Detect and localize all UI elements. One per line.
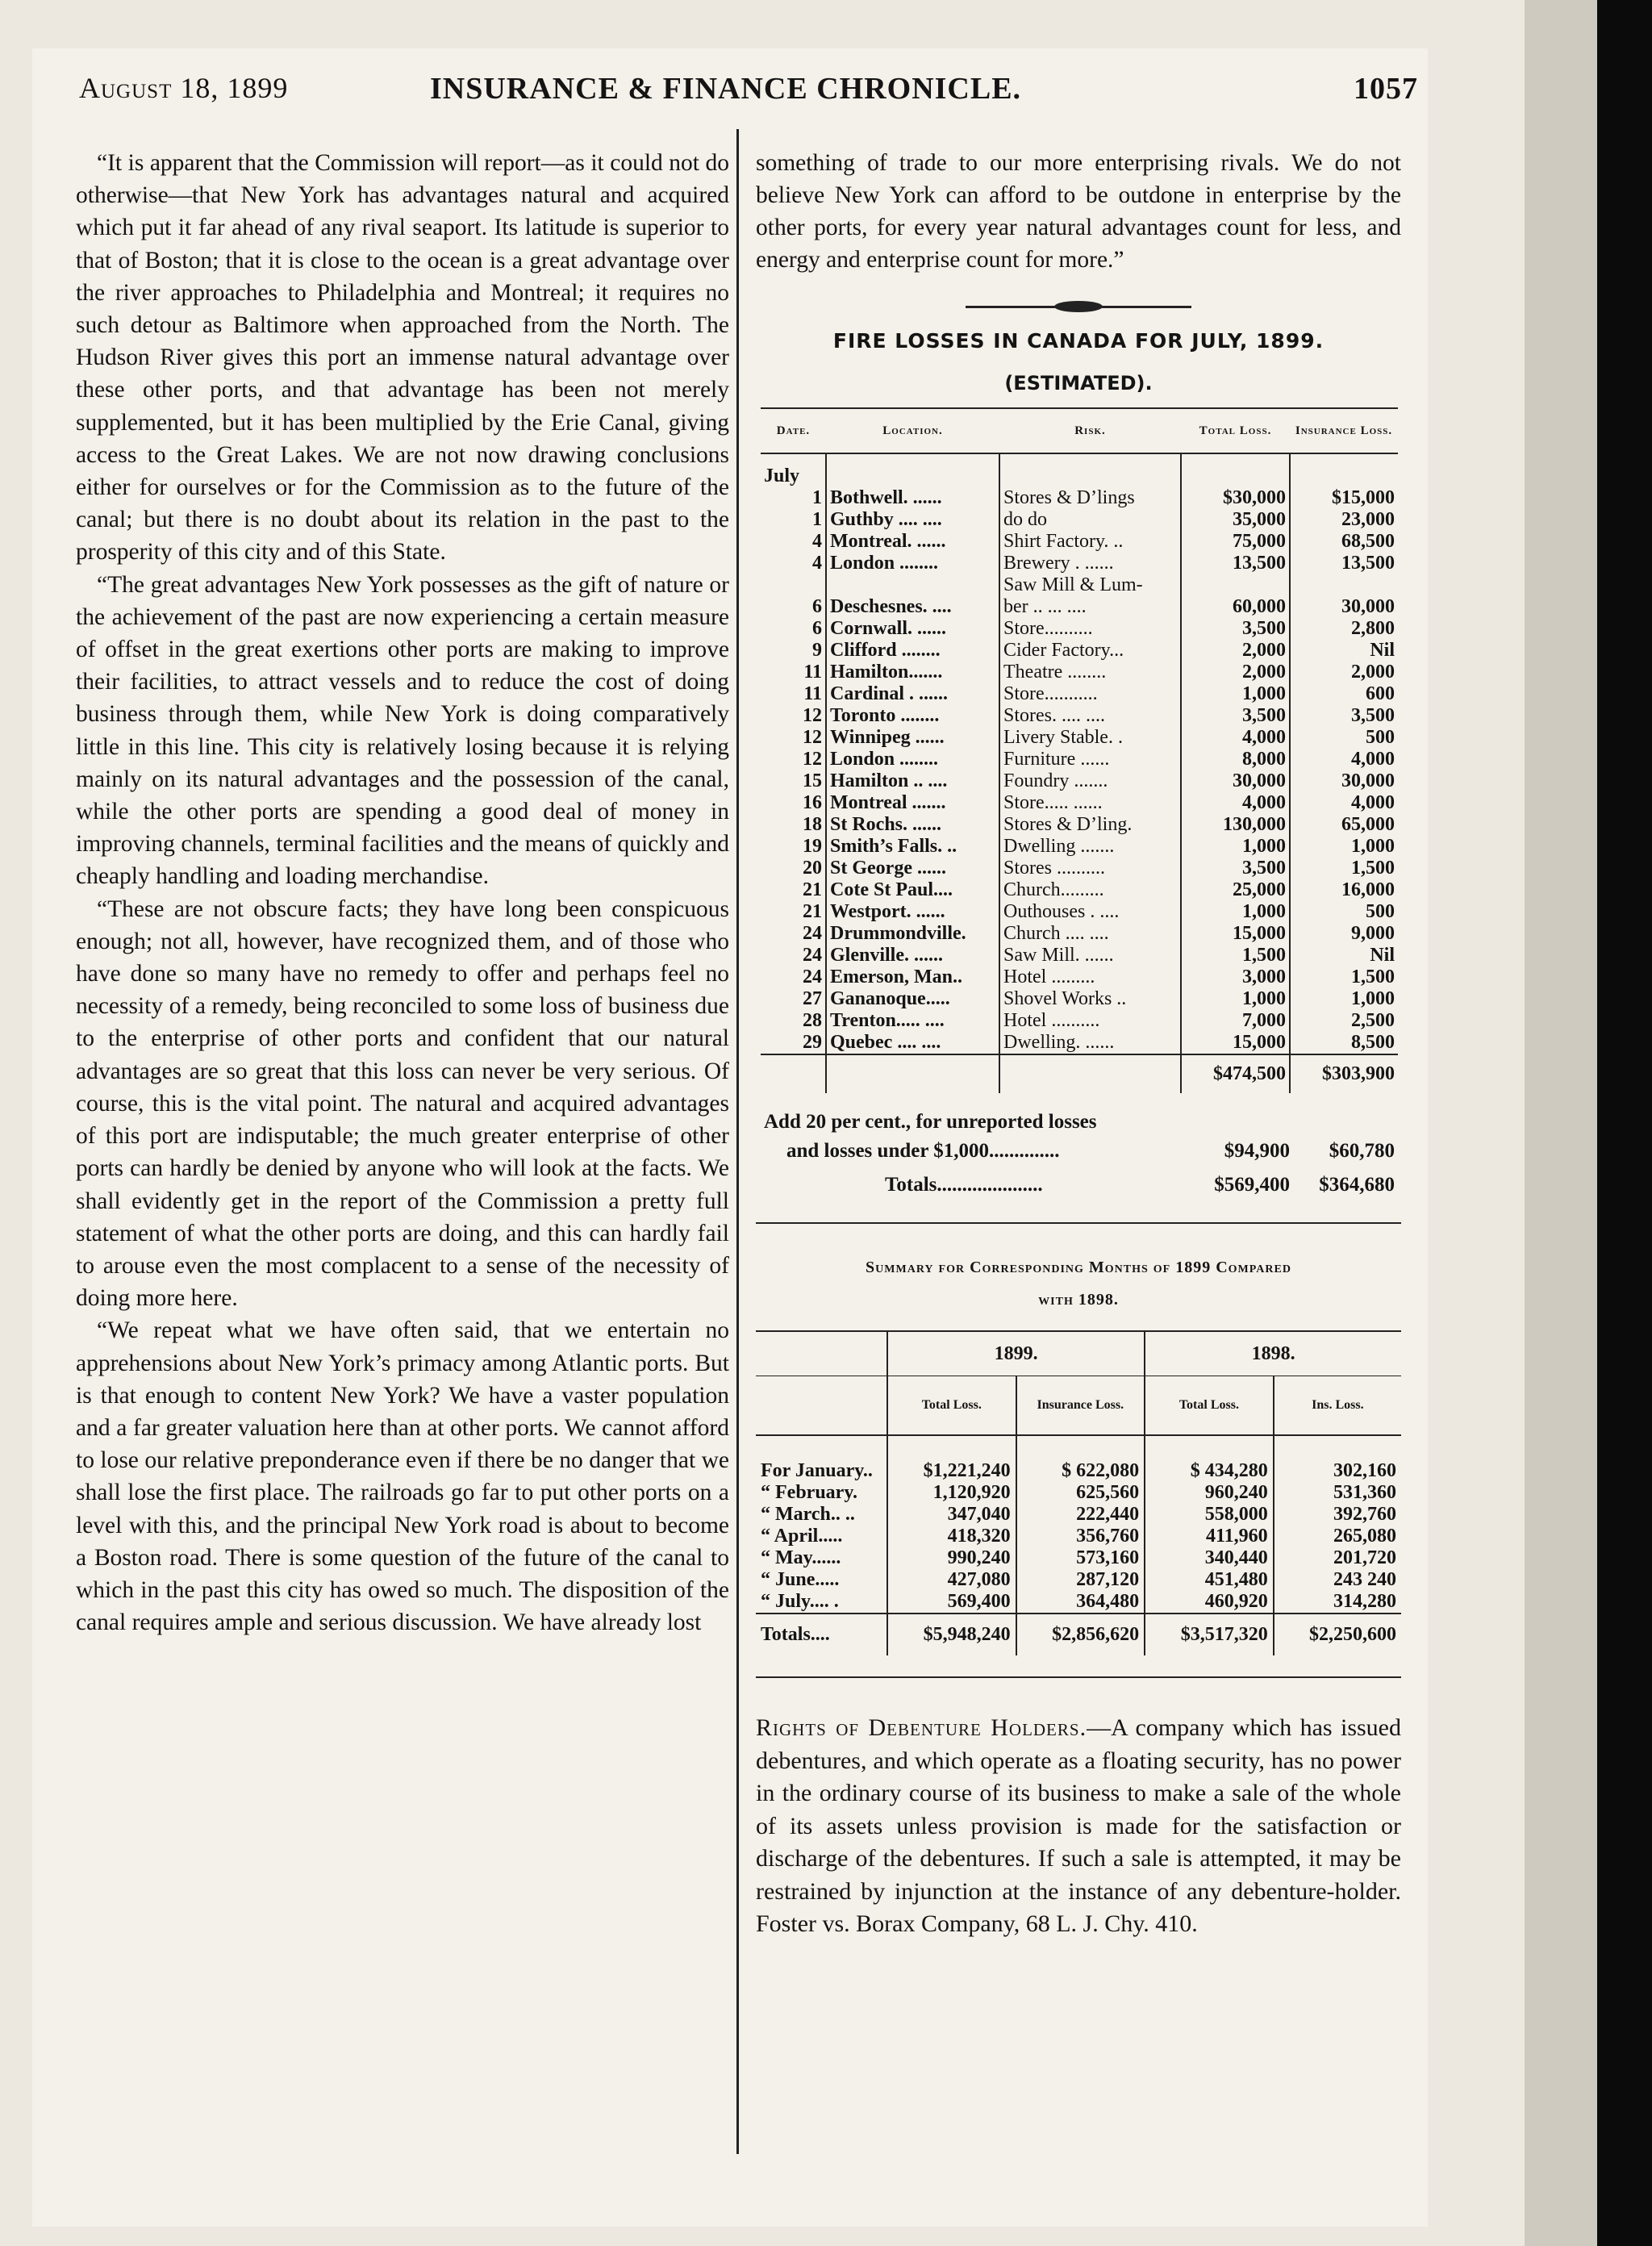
- unreported-losses-block: [764, 1111, 1401, 1203]
- cell-day: [761, 574, 826, 596]
- cell-c: 451,480: [1145, 1569, 1274, 1591]
- cell-total: 2,000: [1181, 640, 1290, 662]
- cell-ins: 1,500: [1351, 858, 1395, 879]
- cell-ins: 600: [1366, 683, 1395, 704]
- cell-ins: 30,000: [1341, 596, 1395, 617]
- cell-loc: Hamilton.......: [826, 662, 999, 683]
- cell-total: 7,000: [1181, 1010, 1290, 1032]
- table-row: [761, 1032, 1398, 1054]
- cell-c: 460,920: [1145, 1591, 1274, 1614]
- cell-ins: 13,500: [1341, 553, 1395, 574]
- cell-day: 12: [761, 749, 826, 770]
- cell-loc: [826, 574, 999, 596]
- paragraph: “The great advantages New York possesses as the gift of nature or the achievement of the past are now experiencing a certain measure of offset in the great exertions other ports are making to improve their facilities, to attract vessels and to reduce the cost of doing business through them, while New York is doing comparatively little in this line. This city is relatively losing because it is relying mainly on its natural advantages and the possession of the canal, while the other ports are spending a good deal of money in improving channels, terminal facilities and the means of quickly and cheaply handling and loading merchandise.: [76, 571, 729, 890]
- table-row: [761, 618, 1398, 640]
- cell-m: “ March.. ..: [756, 1504, 887, 1526]
- cell-loc: Toronto ........: [826, 705, 999, 727]
- cell-loc: Glenville. ......: [826, 945, 999, 966]
- cell-ins: Nil: [1370, 640, 1395, 661]
- scan-border: [1597, 0, 1652, 2246]
- cell-ins: 1,000: [1351, 988, 1395, 1009]
- cell-loc: St George ......: [826, 858, 999, 879]
- table-row: [761, 487, 1398, 509]
- cell-total: 3,500: [1181, 705, 1290, 727]
- cell-total: 3,000: [1181, 966, 1290, 988]
- cell-loc: Hamilton .. ....: [826, 770, 999, 792]
- cell-day: 6: [761, 618, 826, 640]
- total-loss-sum: $474,500: [1181, 1054, 1290, 1093]
- paragraph: “It is apparent that the Commission will report—as it could not do otherwise—that New York has advantages natural and acquired which put it far ahead of any rival seaport. Its latitude is superior to that of Boston; that it is close to the ocean is a great advantage over the river approaches to Philadelphia and Montreal; it requires no such detour as Baltimore when approached from the North. The Hudson River gives this port an immense natural advantage over these other ports, and that advantage has been not merely supplemented, but it has been multiplied by the Erie Canal, giving access to the Great Lakes. We are not now drawing conclusions either for ourselves or for the Commission as to the future of the canal; but there is no doubt about its relation in the past to the prosperity of this city and of this State.: [76, 150, 729, 566]
- table-row: [761, 453, 1398, 487]
- paragraph: “We repeat what we have often said, that we entertain no apprehensions about New York’s primacy among Atlantic ports. But is that enough to content New York? We have a vaster population and a far greater valuation here than at other ports. We cannot afford to lose our relative preponderance even if there be no danger that we shall lose the first place. The railroads go far to put other ports on a level with this, and the principal New York road is about to become a Boston road. There is some question of the future of the canal to which in the past this city has owed so much. The disposition of the canal requires ample and serious discussion. We have already lost: [76, 1317, 729, 1636]
- column-divider: [736, 129, 739, 2154]
- cell-ins: 65,000: [1341, 814, 1395, 835]
- cell-total: 3,500: [1181, 618, 1290, 640]
- summary-total-row: Totals.... $5,948,240 $2,856,620 $3,517,320 $2,250,600: [756, 1614, 1401, 1655]
- table-row: [761, 923, 1398, 945]
- cell-day: 12: [761, 727, 826, 749]
- cell-b: 356,760: [1016, 1526, 1145, 1547]
- cell-risk: Outhouses . ....: [999, 901, 1181, 923]
- cell-day: 4: [761, 553, 826, 574]
- cell-total: $30,000: [1181, 487, 1290, 509]
- cell-loc: Drummondville.: [826, 923, 999, 945]
- col-header-date: Date.: [761, 408, 826, 453]
- cell-ins: 500: [1366, 901, 1395, 922]
- cell-risk: ber .. ... ....: [999, 596, 1181, 618]
- cell-day: 21: [761, 901, 826, 923]
- cell-day: 19: [761, 836, 826, 858]
- cell-day: 11: [761, 662, 826, 683]
- table-row: [756, 1526, 1401, 1547]
- cell-risk: do do: [999, 509, 1181, 531]
- cell-risk: Stores & D’lings: [999, 487, 1181, 509]
- cell-ins: 500: [1366, 727, 1395, 748]
- cell-ins: 16,000: [1341, 879, 1395, 900]
- cell-day: 24: [761, 945, 826, 966]
- cell-risk: Hotel ..........: [999, 1010, 1181, 1032]
- page-number: 1057: [1354, 72, 1418, 106]
- fire-losses-table: [761, 407, 1398, 1093]
- cell-ins: 9,000: [1351, 923, 1395, 944]
- table-row: [761, 749, 1398, 770]
- cell-ins: $15,000: [1332, 487, 1395, 508]
- cell-total: 13,500: [1181, 553, 1290, 574]
- cell-loc: Guthby .... ....: [826, 509, 999, 531]
- cell-total: 3,500: [1181, 858, 1290, 879]
- cell-day: 1: [761, 509, 826, 531]
- subhead-total-1898: Total Loss.: [1145, 1376, 1274, 1436]
- grand-total-loss: $569,400: [1214, 1174, 1290, 1196]
- table-row: [756, 1547, 1401, 1569]
- cell-risk: Church.........: [999, 879, 1181, 901]
- cell-risk: Furniture ......: [999, 749, 1181, 770]
- cell-ins: 8,500: [1351, 1032, 1395, 1053]
- table-row: [756, 1591, 1401, 1614]
- grand-insurance-loss: $364,680: [1319, 1174, 1395, 1196]
- cell-total: 25,000: [1181, 879, 1290, 901]
- cell-m: “ May......: [756, 1547, 887, 1569]
- cell-day: 24: [761, 923, 826, 945]
- cell-day: 6: [761, 596, 826, 618]
- cell-total: 1,000: [1181, 683, 1290, 705]
- cell-d: 531,360: [1333, 1482, 1396, 1503]
- cell-m: “ February.: [756, 1482, 887, 1504]
- table-row: [761, 727, 1398, 749]
- add-line-1: Add 20 per cent., for unreported losses: [764, 1111, 1097, 1133]
- cell-b: 625,560: [1016, 1482, 1145, 1504]
- table-row: [761, 553, 1398, 574]
- table-row: [761, 792, 1398, 814]
- section-rule: [756, 1222, 1401, 1224]
- cell-ins: 4,000: [1351, 792, 1395, 813]
- table-row: [761, 858, 1398, 879]
- cell-d: 243 240: [1333, 1569, 1396, 1590]
- cell-d: 392,760: [1333, 1504, 1396, 1525]
- cell-risk: Saw Mill. ......: [999, 945, 1181, 966]
- cell-total: 35,000: [1181, 509, 1290, 531]
- cell-risk: Theatre ........: [999, 662, 1181, 683]
- cell-risk: Stores. .... ....: [999, 705, 1181, 727]
- cell-day: 9: [761, 640, 826, 662]
- cell-day: 28: [761, 1010, 826, 1032]
- cell-day: 27: [761, 988, 826, 1010]
- right-column: [756, 147, 1401, 1965]
- cell-risk: Foundry .......: [999, 770, 1181, 792]
- cell-risk: Livery Stable. .: [999, 727, 1181, 749]
- cell-d: 314,280: [1333, 1591, 1396, 1612]
- cell-total: 15,000: [1181, 923, 1290, 945]
- cell-loc: Winnipeg ......: [826, 727, 999, 749]
- cell-ins: 2,500: [1351, 1010, 1395, 1031]
- cell-a: $1,221,240: [887, 1435, 1016, 1482]
- subhead-total-1899: Total Loss.: [887, 1376, 1016, 1436]
- table-row: [761, 836, 1398, 858]
- cell-risk: Store...........: [999, 683, 1181, 705]
- cell-a: 427,080: [887, 1569, 1016, 1591]
- cell-c: 960,240: [1145, 1482, 1274, 1504]
- left-column: [76, 147, 729, 1639]
- cell-b: 573,160: [1016, 1547, 1145, 1569]
- cell-ins: 30,000: [1341, 770, 1395, 791]
- cell-ins: [1290, 574, 1398, 596]
- cell-m: “ April.....: [756, 1526, 887, 1547]
- cell-b: 222,440: [1016, 1504, 1145, 1526]
- header-date: August 18, 1899: [79, 72, 289, 104]
- continued-paragraph: something of trade to our more enterprising rivals. We do not believe New York can afford to be outdone in enterprise by the other ports, for every year natural advantages count for less, and energy and enterprise count for more.”: [756, 150, 1401, 273]
- cell-ins: 1,000: [1351, 836, 1395, 857]
- publication-title: INSURANCE & FINANCE CHRONICLE.: [430, 72, 1022, 106]
- cell-loc: Trenton..... ....: [826, 1010, 999, 1032]
- cell-risk: Brewery . ......: [999, 553, 1181, 574]
- cell-day: 20: [761, 858, 826, 879]
- cell-c: 340,440: [1145, 1547, 1274, 1569]
- table-row: [761, 683, 1398, 705]
- cell-day: 29: [761, 1032, 826, 1054]
- debenture-heading: Rights of Debenture Holders.: [756, 1714, 1087, 1741]
- table-row: [756, 1435, 1401, 1482]
- cell-risk: Cider Factory...: [999, 640, 1181, 662]
- cell-total: [1181, 574, 1290, 596]
- add-line-2: and losses under $1,000..............: [786, 1140, 1060, 1162]
- cell-day: 24: [761, 966, 826, 988]
- cell-day: 16: [761, 792, 826, 814]
- cell-total: 75,000: [1181, 531, 1290, 553]
- cell-d: 201,720: [1333, 1547, 1396, 1568]
- cell-loc: Cote St Paul....: [826, 879, 999, 901]
- cell-total: 4,000: [1181, 727, 1290, 749]
- cell-day: 18: [761, 814, 826, 836]
- scan-edge: [1525, 0, 1597, 2246]
- cell-risk: Stores & D’ling.: [999, 814, 1181, 836]
- table-row: [761, 966, 1398, 988]
- cell-total: 8,000: [1181, 749, 1290, 770]
- cell-risk: Shovel Works ..: [999, 988, 1181, 1010]
- table-row: [761, 640, 1398, 662]
- cell-total: 15,000: [1181, 1032, 1290, 1054]
- cell-ins: 23,000: [1341, 509, 1395, 530]
- table-row: [761, 596, 1398, 618]
- cell-risk: Store..........: [999, 618, 1181, 640]
- cell-loc: Westport. ......: [826, 901, 999, 923]
- cell-day: 1: [761, 487, 826, 509]
- year-1899: 1899.: [887, 1331, 1145, 1376]
- table-row: [756, 1482, 1401, 1504]
- cell-a: 1,120,920: [887, 1482, 1016, 1504]
- table-row: [761, 988, 1398, 1010]
- cell-m: “ June.....: [756, 1569, 887, 1591]
- fire-losses-title: FIRE LOSSES IN CANADA FOR JULY, 1899.: [832, 329, 1325, 353]
- cell-day: 12: [761, 705, 826, 727]
- debenture-article: [756, 1712, 1401, 1941]
- cell-loc: Emerson, Man..: [826, 966, 999, 988]
- cell-total: 60,000: [1181, 596, 1290, 618]
- cell-day: 21: [761, 879, 826, 901]
- cell-ins: 1,500: [1351, 966, 1395, 987]
- cell-risk: Hotel .........: [999, 966, 1181, 988]
- cell-risk: Dwelling .......: [999, 836, 1181, 858]
- table-row: [761, 574, 1398, 596]
- cell-loc: London ........: [826, 553, 999, 574]
- cell-ins: 4,000: [1351, 749, 1395, 770]
- col-header-risk: Risk.: [999, 408, 1181, 453]
- cell-loc: St Rochs. ......: [826, 814, 999, 836]
- table-total-row: [761, 1054, 1398, 1093]
- table-row: [761, 1010, 1398, 1032]
- cell-risk: Store..... ......: [999, 792, 1181, 814]
- summary-table: [756, 1330, 1401, 1655]
- cell-risk: Stores ..........: [999, 858, 1181, 879]
- cell-loc: London ........: [826, 749, 999, 770]
- cell-loc: Cornwall. ......: [826, 618, 999, 640]
- cell-total: 4,000: [1181, 792, 1290, 814]
- cell-total: 1,500: [1181, 945, 1290, 966]
- cell-loc: Quebec .... ....: [826, 1032, 999, 1054]
- subhead-ins-1898: Ins. Loss.: [1274, 1376, 1401, 1436]
- cell-c: 558,000: [1145, 1504, 1274, 1526]
- debenture-body: —A company which has issued debentures, and which operate as a floating security, has no power in the ordinary course of its business to make a sale of the whole of its assets unless provision is made for the satisfaction or discharge of the debentures. If such a sale is attempted, it may be restrained by injunction at the instance of any debenture-holder. Foster vs. Borax Company, 68 L. J. Chy. 410.: [756, 1714, 1402, 1937]
- cell-total: 130,000: [1181, 814, 1290, 836]
- cell-a: 418,320: [887, 1526, 1016, 1547]
- cell-loc: Bothwell. ......: [826, 487, 999, 509]
- col-header-insurance-loss: Insurance Loss.: [1290, 408, 1398, 453]
- cell-a: 347,040: [887, 1504, 1016, 1526]
- cell-total: 1,000: [1181, 988, 1290, 1010]
- cell-day: 4: [761, 531, 826, 553]
- cell-total: 1,000: [1181, 836, 1290, 858]
- paragraph: “These are not obscure facts; they have long been conspicuous enough; not all, however, have recognized them, and of those who have done so many have no remedy to offer and perhaps feel no necessity of a remedy, being reconciled to some loss of business due to the enterprise of other ports and confident that our natural advantages are so great that this loss can never be very serious. Of course, this is the vital point. The natural and acquired advantages of this port are indisputable; the much greater enterprise of other ports can hardly be denied by anyone who will look at the facts. We shall evidently get in the report of the Commission a pretty full statement of what the other ports are doing, and this can hardly fail to arouse even the most complacent to a sense of the necessity of doing more here.: [76, 895, 729, 1312]
- cell-total: 30,000: [1181, 770, 1290, 792]
- cell-day: 15: [761, 770, 826, 792]
- table-row: [761, 945, 1398, 966]
- cell-c: 411,960: [1145, 1526, 1274, 1547]
- cell-b: $ 622,080: [1016, 1435, 1145, 1482]
- table-row: [761, 901, 1398, 923]
- table-row: [761, 814, 1398, 836]
- table-row: [756, 1569, 1401, 1591]
- add-total-loss: $94,900: [1224, 1140, 1290, 1162]
- cell-risk: Church .... ....: [999, 923, 1181, 945]
- add-insurance-loss: $60,780: [1329, 1140, 1395, 1162]
- cell-d: 265,080: [1333, 1526, 1396, 1547]
- cell-ins: 2,000: [1351, 662, 1395, 683]
- cell-b: 287,120: [1016, 1569, 1145, 1591]
- table-row: [761, 770, 1398, 792]
- cell-risk: Dwelling. ......: [999, 1032, 1181, 1054]
- cell-m: “ July.... .: [756, 1591, 887, 1614]
- table-row: [761, 509, 1398, 531]
- fire-losses-subtitle: (ESTIMATED).: [1004, 372, 1153, 395]
- cell-risk: Shirt Factory. ..: [999, 531, 1181, 553]
- cell-day: 11: [761, 683, 826, 705]
- cell-loc: Clifford ........: [826, 640, 999, 662]
- cell-total: 2,000: [1181, 662, 1290, 683]
- month-label: July: [761, 453, 826, 487]
- cell-ins: 68,500: [1341, 531, 1395, 552]
- cell-ins: 2,800: [1351, 618, 1395, 639]
- cell-a: 569,400: [887, 1591, 1016, 1614]
- cell-loc: Cardinal . ......: [826, 683, 999, 705]
- ornament-divider: [966, 298, 1191, 315]
- subhead-ins-1899: Insurance Loss.: [1016, 1376, 1145, 1436]
- cell-loc: Montreal. ......: [826, 531, 999, 553]
- table-row: [761, 879, 1398, 901]
- table-row: [761, 662, 1398, 683]
- cell-loc: Smith’s Falls. ..: [826, 836, 999, 858]
- cell-a: 990,240: [887, 1547, 1016, 1569]
- cell-ins: 3,500: [1351, 705, 1395, 726]
- cell-b: 364,480: [1016, 1591, 1145, 1614]
- page-header: [79, 71, 1418, 119]
- cell-loc: Gananoque.....: [826, 988, 999, 1010]
- cell-ins: Nil: [1370, 945, 1395, 966]
- cell-d: 302,160: [1333, 1460, 1396, 1481]
- table-row: [761, 531, 1398, 553]
- cell-c: $ 434,280: [1145, 1435, 1274, 1482]
- table-row: [756, 1504, 1401, 1526]
- cell-total: 1,000: [1181, 901, 1290, 923]
- cell-m: For January..: [756, 1435, 887, 1482]
- col-header-total-loss: Total Loss.: [1181, 408, 1290, 453]
- cell-risk: Saw Mill & Lum-: [999, 574, 1181, 596]
- col-header-location: Location.: [826, 408, 999, 453]
- insurance-loss-sum: $303,900: [1290, 1054, 1398, 1093]
- summary-title: Summary for Corresponding Months of 1899 Compared with 1898.: [866, 1259, 1291, 1309]
- cell-loc: Montreal .......: [826, 792, 999, 814]
- section-rule: [756, 1676, 1401, 1678]
- totals-label: Totals.....................: [885, 1174, 1043, 1196]
- cell-loc: Deschesnes. ....: [826, 596, 999, 618]
- year-1898: 1898.: [1145, 1331, 1401, 1376]
- table-row: [761, 705, 1398, 727]
